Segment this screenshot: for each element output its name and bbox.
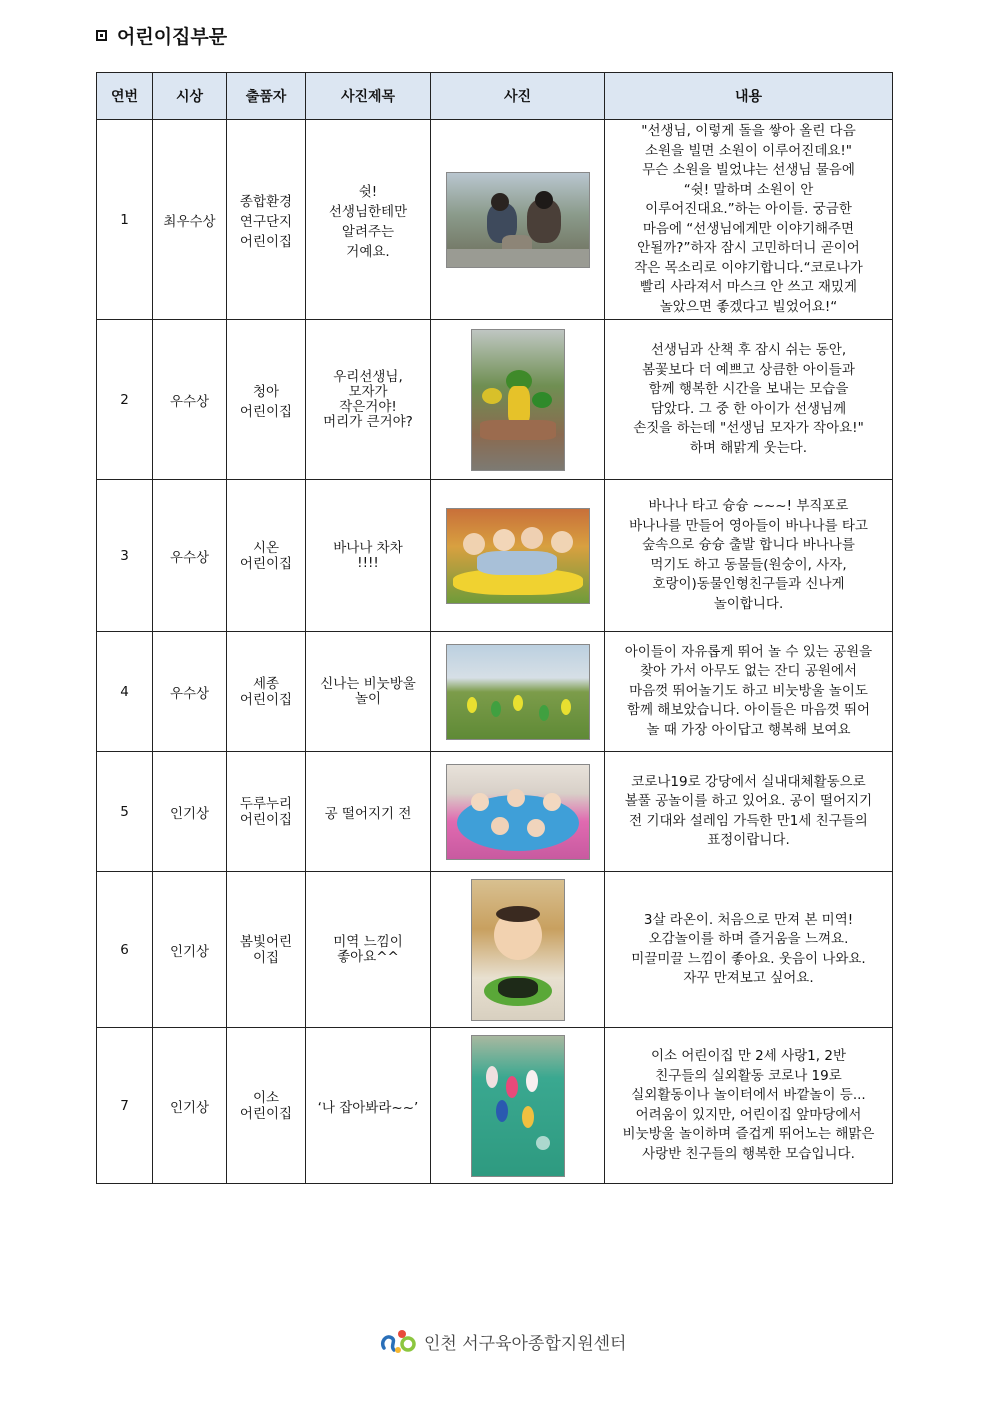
header-photo: 사진 <box>431 73 605 120</box>
cell-content: 선생님과 산책 후 잠시 쉬는 동안, 봄꽃보다 더 예쁘고 상큼한 아이들과 함께 행복한 시간을 보내는 모습을 담았다. 그 중 한 아이가 선생님께 손짓을 하는데 "선생님 모자가 작아요!" 하며 해맑게 웃는다. <box>605 320 893 480</box>
table-row <box>97 320 893 480</box>
cell-photo-title: 우리선생님, 모자가 작은거야! 머리가 큰거야? <box>306 320 431 480</box>
cell-no: 1 <box>97 120 153 320</box>
footer-org-name: 인천 서구육아종합지원센터 <box>424 1333 627 1354</box>
cell-no: 6 <box>97 872 153 1028</box>
photo-ball-pool <box>446 764 590 860</box>
table-row <box>97 120 893 320</box>
cell-photo-title: 공 떨어지기 전 <box>306 752 431 872</box>
photo-banana <box>446 508 590 604</box>
footer <box>378 1324 626 1358</box>
cell-award: 우수상 <box>153 632 227 752</box>
cell-content: "선생님, 이렇게 돌을 쌓아 올린 다음 소원을 빌면 소원이 이루어진데요!" 무슨 소원을 빌었냐는 선생님 물음에 “쉿! 말하며 소원이 안 이루어진대요.”하는 아이들. 궁금한 마음에 “선생님에게만 이야기해주면 안될까?”하자 잠시 고민하더니 곧이어 작은 목소리로 이야기합니다.“코로나가 빨리 사라져서 마스크 안 쓰고 재밌게 놀았으면 좋겠다고 빌었어요!“ <box>605 120 893 320</box>
cell-award: 인기상 <box>153 1028 227 1184</box>
cell-no: 3 <box>97 480 153 632</box>
cell-photo <box>431 752 605 872</box>
cell-entrant: 두루누리 어린이집 <box>227 752 306 872</box>
section-title-text: 어린이집부문 <box>117 26 228 48</box>
cell-entrant: 청아 어린이집 <box>227 320 306 480</box>
square-bullet-icon <box>96 30 107 41</box>
cell-photo <box>431 480 605 632</box>
photo-teacher-hat <box>471 329 565 471</box>
cell-entrant: 봄빛어린 이집 <box>227 872 306 1028</box>
cell-no: 5 <box>97 752 153 872</box>
cell-photo-title: 쉿! 선생님한테만 알려주는 거예요. <box>306 120 431 320</box>
cell-award: 인기상 <box>153 872 227 1028</box>
award-table <box>96 72 893 1184</box>
header-photo-title: 사진제목 <box>306 73 431 120</box>
cell-content: 코로나19로 강당에서 실내대체활동으로 볼풀 공놀이를 하고 있어요. 공이 떨어지기 전 기대와 설레임 가득한 만1세 친구들의 표정이랍니다. <box>605 752 893 872</box>
cell-award: 우수상 <box>153 480 227 632</box>
cell-no: 7 <box>97 1028 153 1184</box>
table-row <box>97 632 893 752</box>
section-title <box>96 22 227 49</box>
table-row <box>97 1028 893 1184</box>
cell-award: 우수상 <box>153 320 227 480</box>
photo-run-chase <box>471 1035 565 1177</box>
header-no: 연번 <box>97 73 153 120</box>
cell-content: 3살 라온이. 처음으로 만져 본 미역! 오감놀이를 하며 즐거움을 느껴요. 미끌미끌 느낌이 좋아요. 웃음이 나와요. 자꾸 만져보고 싶어요. <box>605 872 893 1028</box>
header-content: 내용 <box>605 73 893 120</box>
cell-photo <box>431 120 605 320</box>
cell-no: 2 <box>97 320 153 480</box>
cell-photo <box>431 1028 605 1184</box>
cell-content: 아이들이 자유롭게 뛰어 놀 수 있는 공원을 찾아 가서 아무도 없는 잔디 공원에서 마음껏 뛰어놀기도 하고 비눗방울 놀이도 함께 해보았습니다. 아이들은 마음껏 뛰어 놀 때 가장 아이답고 행복해 보여요 <box>605 632 893 752</box>
photo-seaweed <box>471 879 565 1021</box>
header-entrant: 출품자 <box>227 73 306 120</box>
table-row <box>97 872 893 1028</box>
cell-content: 이소 어린이집 만 2세 사랑1, 2반 친구들의 실외활동 코로나 19로 실외활동이나 놀이터에서 바깥놀이 등... 어려움이 있지만, 어린이집 앞마당에서 비눗방울 놀이하며 즐겁게 뛰어노는 해맑은 사랑반 친구들의 행복한 모습입니다. <box>605 1028 893 1184</box>
cell-photo <box>431 320 605 480</box>
cell-award: 인기상 <box>153 752 227 872</box>
photo-stone-wish <box>446 172 590 268</box>
header-award: 시상 <box>153 73 227 120</box>
cell-award: 최우수상 <box>153 120 227 320</box>
table-header-row <box>97 73 893 120</box>
cell-photo-title: 미역 느낌이 좋아요^^ <box>306 872 431 1028</box>
cell-no: 4 <box>97 632 153 752</box>
cell-photo <box>431 872 605 1028</box>
table-row <box>97 752 893 872</box>
table-row <box>97 480 893 632</box>
cell-entrant: 종합환경 연구단지 어린이집 <box>227 120 306 320</box>
cell-photo-title: ‘나 잡아봐라~~’ <box>306 1028 431 1184</box>
photo-bubbles <box>446 644 590 740</box>
cell-entrant: 시온 어린이집 <box>227 480 306 632</box>
cell-photo <box>431 632 605 752</box>
cell-photo-title: 바나나 차차 !!!! <box>306 480 431 632</box>
cell-entrant: 이소 어린이집 <box>227 1028 306 1184</box>
cell-photo-title: 신나는 비눗방울 놀이 <box>306 632 431 752</box>
cell-entrant: 세종 어린이집 <box>227 632 306 752</box>
center-logo-icon <box>378 1324 418 1358</box>
cell-content: 바나나 타고 슝슝 ~~~! 부직포로 바나나를 만들어 영아들이 바나나를 타고 숲속으로 슝슝 출발 합니다 바나나를 먹기도 하고 동물들(원숭이, 사자, 호랑이)동물인형친구들과 신나게 놀이합니다. <box>605 480 893 632</box>
